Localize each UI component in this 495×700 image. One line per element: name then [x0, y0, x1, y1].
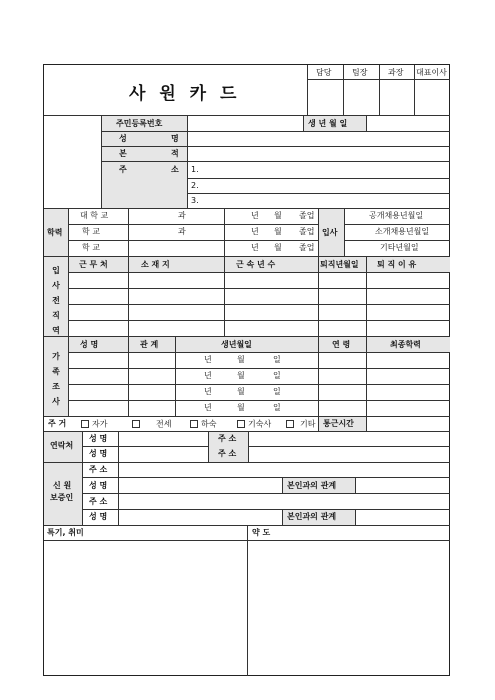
contact-name-label-1: 성 명: [89, 434, 108, 443]
checkbox-own[interactable]: [81, 420, 89, 428]
entry-other: 기타년월일: [380, 243, 419, 252]
edu-dept-2: 과: [178, 227, 186, 236]
family-name-header: 성 명: [80, 340, 99, 349]
career-label: 입 사 전 직 역: [52, 266, 60, 335]
residence-option-boarding[interactable]: 하숙: [190, 420, 216, 429]
hobby-label: 특기, 취미: [47, 528, 84, 537]
family-row4-month: 월: [237, 403, 245, 412]
checkbox-other[interactable]: [286, 420, 294, 428]
career-workplace-header: 근 무 처: [79, 260, 108, 269]
rrn-label: 주민등록번호: [116, 119, 163, 128]
contact-addr-label-1: 주 소: [218, 434, 237, 443]
checkbox-dorm[interactable]: [237, 420, 245, 428]
edu-school-3: 학 교: [82, 243, 100, 252]
career-tenure-header: 근 속 년 수: [236, 260, 276, 269]
edu-school-1: 대 학 교: [80, 211, 109, 220]
guarantor1-relation-label: 본인과의 관계: [287, 481, 337, 490]
guarantor2-name-label: 성 명: [89, 512, 108, 521]
guarantor2-addr-label: 주 소: [89, 497, 108, 506]
address-line-2[interactable]: 2.: [191, 181, 199, 190]
employee-card-form: [43, 64, 450, 676]
residence-option-dorm[interactable]: 기숙사: [237, 420, 271, 429]
origin-label-b: 적: [171, 149, 179, 158]
education-label: 학력: [47, 228, 63, 237]
family-row1-year: 년: [204, 355, 212, 364]
address-label-b: 소: [171, 165, 179, 174]
family-row3-year: 년: [204, 387, 212, 396]
career-location-header: 소 재 지: [141, 260, 170, 269]
contact-addr-label-2: 주 소: [218, 449, 237, 458]
family-row4-year: 년: [204, 403, 212, 412]
commute-label: 통근시간: [323, 419, 354, 428]
guarantor2-relation-label: 본인과의 관계: [287, 512, 337, 521]
edu-month-1: 월: [274, 211, 282, 220]
name-label-a: 성: [119, 134, 127, 143]
family-label: 가 족 조 사: [52, 352, 60, 406]
edu-month-2: 월: [274, 227, 282, 236]
guarantor-label-line1: 신 원: [53, 481, 72, 490]
birth-label: 생 년 월 일: [308, 119, 348, 128]
family-row2-year: 년: [204, 371, 212, 380]
residence-option-other[interactable]: 기타: [286, 420, 315, 429]
edu-grad-3: 졸업: [299, 243, 315, 252]
form-title: 사 원 카 드: [129, 84, 241, 104]
photo-area: [44, 115, 101, 208]
family-relation-header: 관 계: [140, 340, 159, 349]
career-retire-reason-header: 퇴 직 이 유: [377, 260, 417, 269]
residence-option-own[interactable]: 자가: [81, 420, 107, 429]
family-birth-header: 생년월일: [221, 340, 252, 349]
guarantor1-addr-label: 주 소: [89, 465, 108, 474]
name-value[interactable]: [188, 132, 450, 146]
map-area[interactable]: [248, 541, 450, 676]
edu-dept-1: 과: [178, 211, 186, 220]
family-row2-month: 월: [237, 371, 245, 380]
edu-year-3: 년: [251, 243, 259, 252]
edu-year-1: 년: [251, 211, 259, 220]
name-label-b: 명: [171, 134, 179, 143]
entry-referral: 소개채용년월일: [375, 227, 430, 236]
guarantor1-name-label: 성 명: [89, 481, 108, 490]
approval-manager: 담당: [316, 68, 332, 77]
birth-value[interactable]: [367, 116, 450, 131]
entry-label: 입사: [322, 228, 338, 237]
family-age-header: 연 령: [332, 340, 351, 349]
origin-value[interactable]: [188, 147, 450, 161]
edu-grad-1: 졸업: [299, 211, 315, 220]
family-row4-day: 일: [273, 403, 281, 412]
contact-name-label-2: 성 명: [89, 449, 108, 458]
checkbox-boarding[interactable]: [190, 420, 198, 428]
edu-month-3: 월: [274, 243, 282, 252]
family-row1-month: 월: [237, 355, 245, 364]
approval-section-chief: 과장: [388, 68, 404, 77]
rrn-value[interactable]: [188, 116, 302, 131]
checkbox-jeonse[interactable]: [132, 420, 140, 428]
family-row1-day: 일: [273, 355, 281, 364]
address-line-1[interactable]: 1.: [191, 165, 199, 174]
address-label-a: 주: [119, 165, 127, 174]
family-row3-month: 월: [237, 387, 245, 396]
guarantor-label-line2: 보증인: [50, 493, 74, 502]
family-row2-day: 일: [273, 371, 281, 380]
edu-school-2: 학 교: [82, 227, 100, 236]
family-row3-day: 일: [273, 387, 281, 396]
contact-label: 연락처: [50, 441, 74, 450]
map-label: 약 도: [252, 528, 271, 537]
hobby-area[interactable]: [44, 541, 247, 676]
address-line-3[interactable]: 3.: [191, 196, 199, 205]
residence-option-jeonse[interactable]: 전세: [132, 420, 171, 429]
origin-label-a: 본: [119, 149, 127, 158]
residence-label: 주 거: [48, 419, 67, 428]
career-retire-date-header: 퇴직년월일: [320, 260, 359, 269]
edu-grad-2: 졸업: [299, 227, 315, 236]
approval-ceo: 대표이사: [416, 68, 447, 77]
family-education-header: 최종학력: [390, 340, 421, 349]
edu-year-2: 년: [251, 227, 259, 236]
approval-team-lead: 팀장: [352, 68, 368, 77]
entry-open-recruit: 공개채용년월일: [369, 211, 424, 220]
